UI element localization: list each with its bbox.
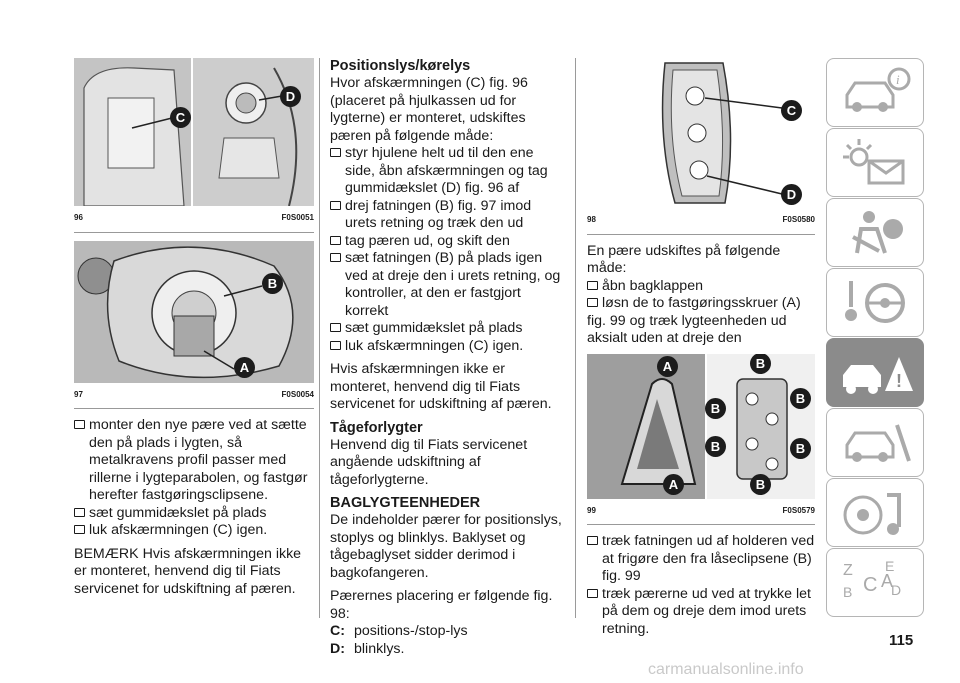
label-d: D (781, 184, 802, 205)
label-b: B (790, 388, 811, 409)
definition-item: C: positions-/stop-lys (330, 623, 468, 639)
checkbox-icon (587, 298, 598, 307)
multimedia-icon (839, 487, 913, 539)
label-b: B (750, 474, 771, 495)
label-b: B (705, 398, 726, 419)
figure-number: 97 (74, 389, 83, 399)
figure-98-caption (587, 211, 815, 229)
heading-position-lights: Positionslys/kørelys (330, 58, 471, 74)
dashboard-icon (839, 67, 913, 119)
figure-97-caption (74, 386, 314, 404)
figure-98 (587, 58, 815, 208)
column-1 (74, 58, 314, 598)
paragraph: En pære udskiftes på følgende måde: (587, 242, 781, 276)
figure-98-illustration (587, 58, 815, 208)
checkbox-icon (74, 525, 85, 534)
tab-airbag[interactable] (826, 198, 924, 267)
page-number: 115 (889, 632, 914, 649)
checkbox-icon (330, 253, 341, 262)
figure-code: F0S0579 (782, 505, 815, 515)
checkbox-icon (587, 536, 598, 545)
svg-text:C: C (863, 574, 878, 596)
watermark: carmanualsonline.info (648, 661, 804, 678)
figure-99-caption (587, 502, 815, 520)
airbag-icon (839, 207, 913, 259)
list-item: luk afskærmningen (C) igen. (74, 522, 314, 540)
checkbox-icon (330, 236, 341, 245)
figure-99 (587, 354, 815, 499)
list-item: sæt gummidækslet på plads (74, 505, 314, 523)
list-item: tag pæren ud, og skift den (330, 233, 566, 251)
svg-text:A: A (881, 571, 894, 591)
figure-96 (74, 58, 314, 206)
checkbox-icon (74, 508, 85, 517)
tab-multimedia[interactable] (826, 478, 924, 547)
figure-99-illustration (587, 354, 815, 499)
chapter-sidebar (826, 58, 924, 618)
figure-code: F0S0580 (782, 215, 815, 224)
label-a: A (663, 474, 684, 495)
figure-number: 99 (587, 505, 596, 515)
figure-number: 96 (74, 213, 83, 222)
checkbox-icon (587, 589, 598, 598)
tab-emergency[interactable] (826, 338, 924, 407)
svg-text:D: D (891, 582, 902, 598)
label-b: B (750, 354, 771, 374)
tab-starting-driving[interactable] (826, 268, 924, 337)
list-item: styr hjulene helt ud til den ene side, åbn afskærmningen og tag gummidækslet (D) fig. 96 af (330, 145, 566, 198)
column-2 (330, 58, 566, 658)
label-c: C (781, 100, 802, 121)
figure-96-illustration (74, 58, 314, 206)
divider (74, 232, 314, 233)
heading-rear-lights: BAGLYGTEENHEDER (330, 495, 481, 511)
list-item: sæt fatningen (B) på plads igen ved at dreje den i urets retning, og kontroller, at den er fastgjort korrekt (330, 250, 566, 320)
label-b: B (790, 438, 811, 459)
svg-text:Z: Z (843, 562, 853, 579)
checkbox-icon (74, 420, 85, 429)
checkbox-icon (330, 148, 341, 157)
index-icon (839, 557, 913, 609)
paragraph: Henvend dig til Fiats servicenet angående udskiftning af tågeforlygterne. (330, 436, 528, 488)
label-c: C (170, 107, 191, 128)
label-a: A (657, 356, 678, 377)
list-item: åbn bagklappen (587, 278, 815, 296)
list-item: træk fatningen ud af holderen ved at frigøre den fra låseclipsene (B) fig. 99 (587, 533, 815, 586)
label-a: A (234, 357, 255, 378)
tab-maintenance[interactable] (826, 408, 924, 477)
checkbox-icon (330, 323, 341, 332)
label-b: B (262, 273, 283, 294)
svg-text:B: B (843, 584, 853, 600)
column-divider (319, 58, 320, 618)
tab-dashboard[interactable] (826, 58, 924, 127)
tab-index[interactable] (826, 548, 924, 617)
paragraph: Hvor afskærmningen (C) fig. 96 (placeret på hjulkassen ud for lygterne) er monteret, udskiftes pæren på følgende måde: (330, 75, 528, 144)
starting-driving-icon (839, 277, 913, 329)
paragraph: Pærernes placering er følgende fig. 98: (330, 588, 553, 622)
emergency-icon (839, 347, 913, 399)
checkbox-icon (330, 341, 341, 350)
maintenance-icon (839, 417, 913, 469)
paragraph: De indeholder pærer for positionslys, stoplys og blinklys. Baklyset og tågebaglyset sidder derimod i bagkofangeren. (330, 512, 562, 581)
label-b: B (705, 436, 726, 457)
heading-fog-lights: Tågeforlygter (330, 419, 423, 436)
label-d: D (280, 86, 301, 107)
svg-text:!: ! (896, 371, 902, 391)
figure-96-caption (74, 209, 314, 227)
list-item: løsn de to fastgøringsskruer (A) (587, 295, 815, 313)
figure-code: F0S0051 (281, 213, 314, 222)
list-item: sæt gummidækslet på plads (330, 320, 566, 338)
list-item: luk afskærmningen (C) igen. (330, 338, 566, 356)
column-3 (587, 58, 815, 638)
note-text: BEMÆRK Hvis afskærmningen ikke er monteret, henvend dig til Fiats servicenet for udskiftning af pæren. (74, 545, 302, 597)
tab-safety-lights[interactable] (826, 128, 924, 197)
checkbox-icon (330, 201, 341, 210)
safety-icon (839, 137, 913, 189)
figure-code: F0S0054 (281, 389, 314, 399)
checkbox-icon (587, 281, 598, 290)
definition-item: D: blinklys. (330, 640, 405, 657)
figure-number: 98 (587, 215, 596, 224)
list-item: drej fatningen (B) fig. 97 imod urets retning og træk den ud (330, 198, 566, 233)
column-divider (575, 58, 576, 618)
figure-97 (74, 241, 314, 383)
svg-text:E: E (885, 558, 895, 574)
figure-97-illustration (74, 241, 314, 383)
list-item: træk pærerne ud ved at trykke let på dem og dreje dem imod urets retning. (587, 586, 815, 639)
list-item: monter den nye pære ved at sætte den på plads i lygten, så metalkravens profil passer med rillerne i lygteparabolen, og fastgør herefter fastgøringsclipsene. (74, 417, 314, 505)
note-text: Hvis afskærmningen ikke er monteret, henvend dig til Fiats servicenet for udskiftning af pæren. (330, 361, 552, 412)
svg-text:i: i (896, 72, 900, 87)
paragraph: fig. 99 og træk lygteenheden ud aksialt uden at dreje den (587, 312, 787, 346)
